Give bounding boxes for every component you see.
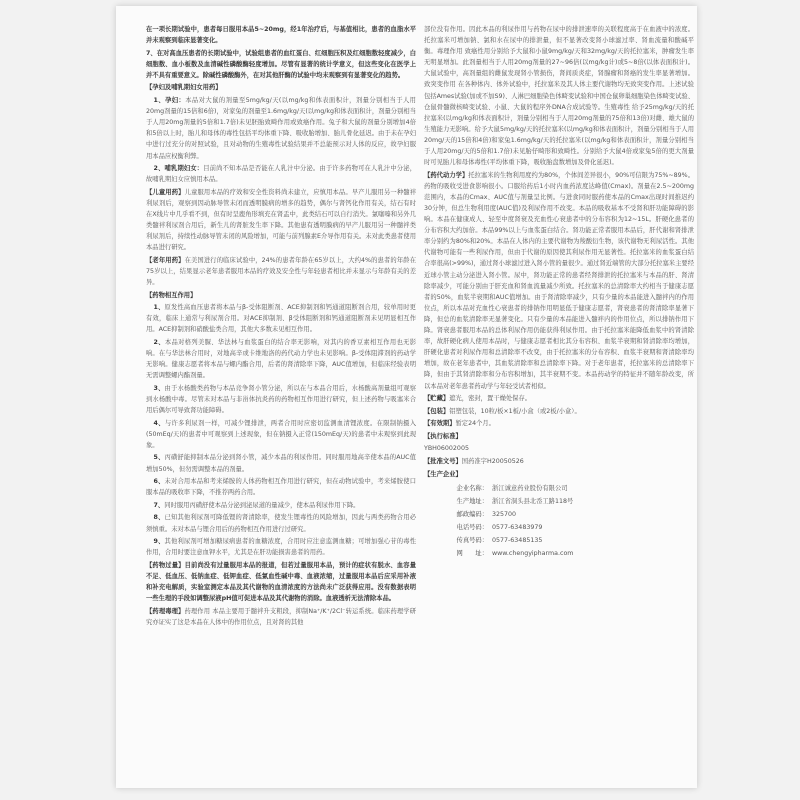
paragraph [424,431,694,442]
section-heading: 3、 [153,384,165,392]
paragraph [146,500,416,511]
section-heading: 1、孕妇： [153,97,186,105]
paragraph-text: 托拉塞米的生物利用度约为80%，个体间差异很小，90%可信限为75%~89%。药物的吸收受进食影响很小。口服给药后1小时内血药浓度达峰值(Cmax)。剂量在2.5~200mg范围内，本品的Cmax、AUC值与剂量呈比例。与进食同时服药使本品的Cmax出现时间推迟约30分钟，但总生物利用度(AUC值)及利尿作用不改变。本品的吸收基本不受肾和肝功能障碍的影响。本品在健康成人、轻至中度肾衰及充血性心衰患者中的分布容积为12~15L。肝硬化患者的分布容积大约加倍。本品99%以上与血浆蛋白结合。肾功能正常者服用本品后，肝代谢和肾排泄率分别约为80%和20%。本品在人体内的主要代谢物为羧酸衍生物，该代谢物无利尿活性。其他代谢物可能有一些利尿作用，但由于代谢的原因使其利尿作用无显著性。托拉塞米的血浆蛋白结合率很高(>99%)，通过肾小球滤过进入肾小管的量很少。通过肾近端管的大部分托拉塞米主要经近球小管主动分泌进入肾小管。尿中，肾功能正常的患者经肾排泄的托拉塞米与本品的肝、肾清除率减少，可能分别由于肝充血和肾血流量减少所致。托拉塞米的总清除率大约相当于健康志愿者的50%，血浆半衰期和AUC值增加。由于肾清除率减少，只有少量的本品能进入髓袢内的作用位点，所以本品对充血性心衰患者的排钠作用明显低于健康志愿者，肾衰患者的肾清除率显著下降，但总的血浆清除率无显著变化。只有少量的本品能进入髓袢内的作用位点，所以排钠作用下降。肾衰患者服用本品的总体利尿作用仍能获得利尿作用。由于托拉塞米能降低血浆中的肾清除率，故肝硬化病人使用本品时，与健康志愿者相比其分布容积、血浆半衰期和肾清除率均增加，肝硬化患者对利尿作用和总清除率不改变，由于托拉塞米的分布容积、血浆半衰期和肾清除率均增加，故在老年患者中，其血浆清除率和总清除率下降。对于老年患者，托拉塞米的总清除率下降，但由于其肾清除率和分布容积增加，其半衰期不变。本品药动学的特征并不随年龄改变，所以本品对老年患者药动学与年轻受试者相似。 [424,171,694,390]
paragraph [146,255,416,288]
paragraph-text: 原发性高血压患者将本品与β-受体阻断剂、ACE抑制剂和钙通道阻断剂合用，较单用时更有效，临床上通常与利尿剂合用。对ACE抑制剂、β受体阻断剂和钙通道阻断剂未见明显相互作用。ACE抑制剂和硝酸盐类合用，其他大多数未见相互作用。 [146,304,416,334]
paragraph [146,337,416,381]
section-heading: 【孕妇及哺乳期妇女用药】 [146,84,222,92]
manufacturer-label: 传真号码： [456,536,488,544]
section-heading: 2、哺乳期妇女： [153,165,204,173]
manufacturer-value: www.chengyipharma.com [492,549,574,557]
paragraph [146,24,416,46]
paragraph [146,302,416,335]
paragraph [146,536,416,558]
section-heading: 【老年用药】 [146,256,185,264]
paragraph-text: 与许多利尿剂一样，可减少锂排泄，两者合用时应密切监测血清锂浓度。在限制钠摄入(50mEq/天)的患者中可观察到上述现象，但在钠摄入正常(150mEq/天)的患者中未观察到此现象。 [146,419,416,449]
manufacturer-label: 生产地址： [456,497,488,505]
section-heading: 【药物相互作用】 [146,291,197,299]
paragraph [424,469,694,480]
left-column [146,24,416,769]
section-heading: 【药理毒理】 [146,607,185,615]
manufacturer-row [424,534,694,547]
section-heading: 8、 [153,514,165,522]
section-heading: 1、 [153,304,165,312]
paragraph-text: 在一项长期试验中，患者每日服用本品5~20mg，经1年治疗后，与基值相比，患者的血脂水平并未观察到临床显著变化。 [146,26,416,45]
paragraph-text: 丙磺舒能抑制本品分泌到肾小管，减少本品的利尿作用。同时服用地高辛使本品的AUC值增加50%，但勿需调整本品的剂量。 [146,454,416,473]
section-heading: 4、 [153,419,165,427]
right-column [424,24,694,769]
manufacturer-row [424,547,694,560]
paragraph [146,290,416,301]
manufacturer-label: 网 址： [456,549,488,557]
section-heading: 【贮藏】 [424,395,450,403]
section-heading: 【药代动力学】 [424,171,469,179]
section-heading: 9、 [153,538,165,546]
paragraph-text: 部位没有作用。因此本品的利尿作用与药物在尿中的排泄速率的关联程度高于在血液中的浓度。托拉塞米可增加钠、氯和水在尿中的排泄量，但不显著改变肾小球滤过率、肾血流量和酸碱平衡。毒理作用 致癌性用分别给予大鼠和小鼠9mg/kg/天和32mg/kg/天的托拉塞米，肿瘤发生率无明显增加。此剂量相当于人用20mg剂量的27~96倍(以mg/kg计)或5~8倍(以体表面积计)。大鼠试验中，高剂量组的雌鼠发现肾小管损伤，肾间质炎症，肾腺瘤和肾癌的发生率显著增加。致突变作用 在各种体内、体外试验中，托拉塞米及其人体主要代谢物均无致突变作用。上述试验包括Ames试验(加或不加S9)、人淋巴细胞染色体畸变试验和中国仓鼠卵巢细胞染色体畸变试验、仓鼠骨髓微核畸变试验、小鼠、大鼠的程序外DNA合成试验等。生殖毒性 给予25mg/kg/天的托拉塞米(以mg/kg和体表面积计，剂量分别相当于人用20mg剂量的75倍和13倍)对雌、雄大鼠的生殖能力无影响。给予大鼠5mg/kg/天的托拉塞米(以mg/kg和体表面积计，剂量分别相当于人用20mg/天的15倍和4倍)和家兔1.6mg/kg/天的托拉塞米(以mg/kg和体表面积计，剂量分别相当于人用20mg/天的5倍和1.7倍)未见胎仔畸形和致畸性。分别给予大鼠4倍或家兔5倍的更大剂量时可见胎儿和母体毒性(平均体重下降，吸收胎盘数增加及骨化延迟)。 [424,26,694,167]
paragraph [146,82,416,93]
paragraph-text: 本品对大鼠的剂量至5mg/kg/天(以mg/kg和体表面积计，剂量分别相当于人用20mg剂量的15倍和6倍)，对家兔的剂量至1.6mg/kg/天(以mg/kg和体表面积计，剂量分别相当于人用20mg剂量的5倍和1.7倍)未见胚胎致畸作用或致癌作用。兔子和大鼠的剂量分别增加4倍和5倍以上时，胎儿和母体的毒性包括平均体重下降、吸收胎增加、胎儿骨化延迟。由于未在孕妇中进行过充分的对照试验，且对动物的生殖毒性试验结果并不总能预示对人体的反应，故孕妇服用本品应权衡利弊。 [146,97,416,160]
paragraph-text: 国药准字H20050526 [461,458,524,466]
manufacturer-row [424,508,694,521]
manufacturer-label: 电话号码： [456,523,488,531]
paragraph-text: 本品对格列美脲、华法林与血浆蛋白的结合率无影响，对其内的香豆素相互作用也无影响。在与华法林合用时，对地高辛或卡维地洛的药代动力学也未见影响。β-受体阻滞剂的药动学无影响。健康志愿者将本品与螺内酯合用，后者的肾清除率下降，AUC值增加，但临床经验表明无需调整螺内酯剂量。 [146,339,416,380]
paragraph-text: 在美国进行的临床试验中，24%的患者年龄在65岁以上，大约4%的患者的年龄在75岁以上，结果显示老年患者服用本品的疗效及安全性与年轻患者相比并未显示与年龄有关的差异。 [146,256,416,287]
paragraph [146,512,416,534]
paragraph-text: YBH06002005 [424,445,469,453]
paragraph-text: 由于水杨酸类药物与本品竞争肾小管分泌，所以在与本品合用后，水杨酸高剂量组可观察到水杨酸中毒。尽管未对本品与非甾体抗炎药的药物相互作用进行研究，但上述药物与吸塞米合用后偶尔可导致肾功能障碍。 [146,384,416,415]
manufacturer-label: 企业名称： [456,484,488,492]
section-heading: 【生产企业】 [424,470,462,478]
paragraph [424,393,694,404]
paragraph-text: 未对合用本品和考来烯胺的人体药物相互作用进行研究，但在动物试验中，考来烯胺使口服本品的吸收率下降，不推荐两药合用。 [146,478,416,497]
manufacturer-value: 浙江省洞头县北岙工路118号 [492,497,574,505]
paragraph-text: 7、在对高血压患者的长期试验中，试验组患者的血红蛋白、红细胞压积及红细胞数轻度减少，白细胞数、血小板数及血清碱性磷酸酶轻度增加。尽管有显著的统计学意义，但这些变化在医学上并不具有重要意义。除碱性磷酸酶外，在对其他肝酶的试验中均未观察到有显著变化的趋势。 [146,49,416,79]
section-heading: 6、 [153,478,165,486]
paragraph [424,456,694,467]
section-heading: 7、 [153,501,165,509]
paragraph-text: 遮光，密封，置干燥处保存。 [449,395,532,403]
paragraph [424,406,694,417]
paragraph-text: 暂定24个月。 [455,420,495,428]
paragraph [146,560,416,604]
paragraph-text: 儿童服用本品的疗效和安全性资料尚未建立，应慎用本品。早产儿服用另一种髓袢利尿剂后，观察到因动脉导管未闭而透明膜病的增多的趋势，偶尔与肾钙化作用有关，结石有时在X线片中几乎看不到，但有时呈鹿角形填充在肾盂中，此类结石可以自行消失。氯噻嗪和另外几类髓袢利尿剂合用后，新生儿的肾脏发生率下降。其他患有透明膜病的早产儿服用另一种髓袢类利尿剂后，持续性动脉导管未闭的风险增加，可能与前列腺素E介导作用有关。未对此类患者使用本品进行研究。 [146,188,416,252]
section-heading: 5、 [153,454,165,462]
manufacturer-value: 325700 [492,510,517,518]
section-heading: 【儿童用药】 [146,188,185,196]
paragraph-text: 其他利尿剂可增加糖尿病患者的血糖浓度，合用时应注意监测血糖；可增加强心苷的毒性作用，合用时要注意血钾水平，尤其是在肝功能损害患者的用药。 [146,538,416,557]
section-heading: 【有效期】 [424,420,456,428]
section-heading: 2、 [153,339,165,347]
paragraph-text: 目前尚没有过量服用本品的报道，但若过量服用本品，预计的症状有脱水、血容量不足、低血压、低钠血症、低钾血症、低氯血性碱中毒、血液浓缩，过量服用本品后应采用补液和补充电解质，实验室测定本品及其代谢物的血清浓度的方法尚未广泛获得应用。没有数据表明一些生理的手段如调整尿液pH值可促进本品及其代谢物的消除。血液透析无法清除本品。 [146,561,416,603]
paragraph-text: 已知其他利尿剂可降低锂的肾清除率，使发生锂毒性的风险增加，因此与两类药物合用必须慎重。未对本品与锂合用后的药物相互作用进行过研究。 [146,514,416,533]
paragraph-text: 铝塑包装，10粒/板×1板/小盒（或2板/小盒）。 [449,407,581,415]
paragraph [146,95,416,162]
paragraph [146,383,416,416]
section-heading: 【包装】 [424,407,450,415]
paragraph [146,452,416,474]
section-heading: 【批准文号】 [424,458,462,466]
right-column-blocks [424,24,694,480]
paragraph [146,418,416,451]
section-heading: 【执行标准】 [424,432,462,440]
paragraph-text: 同时服用丙磺舒使本品分泌到泌尿道的量减少，使本品利尿作用下降。 [164,501,360,509]
paragraph [146,48,416,81]
package-insert-sheet [116,6,697,788]
paragraph [146,187,416,254]
paragraph [424,170,694,392]
manufacturer-value: 0577-63483979 [492,523,543,531]
manufacturer-row [424,521,694,534]
paragraph [424,24,694,168]
paragraph-text: 目前尚不知本品是否能在人乳汁中分泌。由于许多药物可在人乳汁中分泌，故哺乳期妇女应慎用本品。 [146,165,416,184]
paragraph [424,443,694,454]
manufacturer-value: 0577-63485135 [492,536,543,544]
paragraph-text: 药理作用 本品主要用于髓袢升支粗段，抑制Na⁺/K⁺/2Cl⁻转运系统。临床药理学研究亦证实了这是本品在人体中的作用位点，且对肾的其他 [146,607,416,626]
section-heading: 【药物过量】 [146,561,185,569]
paragraph [424,418,694,429]
manufacturer-row [424,482,694,495]
paragraph [146,163,416,185]
paragraph [146,476,416,498]
manufacturer-info [424,482,694,560]
manufacturer-value: 浙江诚意药业股份有限公司 [492,484,568,492]
manufacturer-row [424,495,694,508]
paragraph [146,606,416,628]
manufacturer-label: 邮政编码： [456,510,488,518]
